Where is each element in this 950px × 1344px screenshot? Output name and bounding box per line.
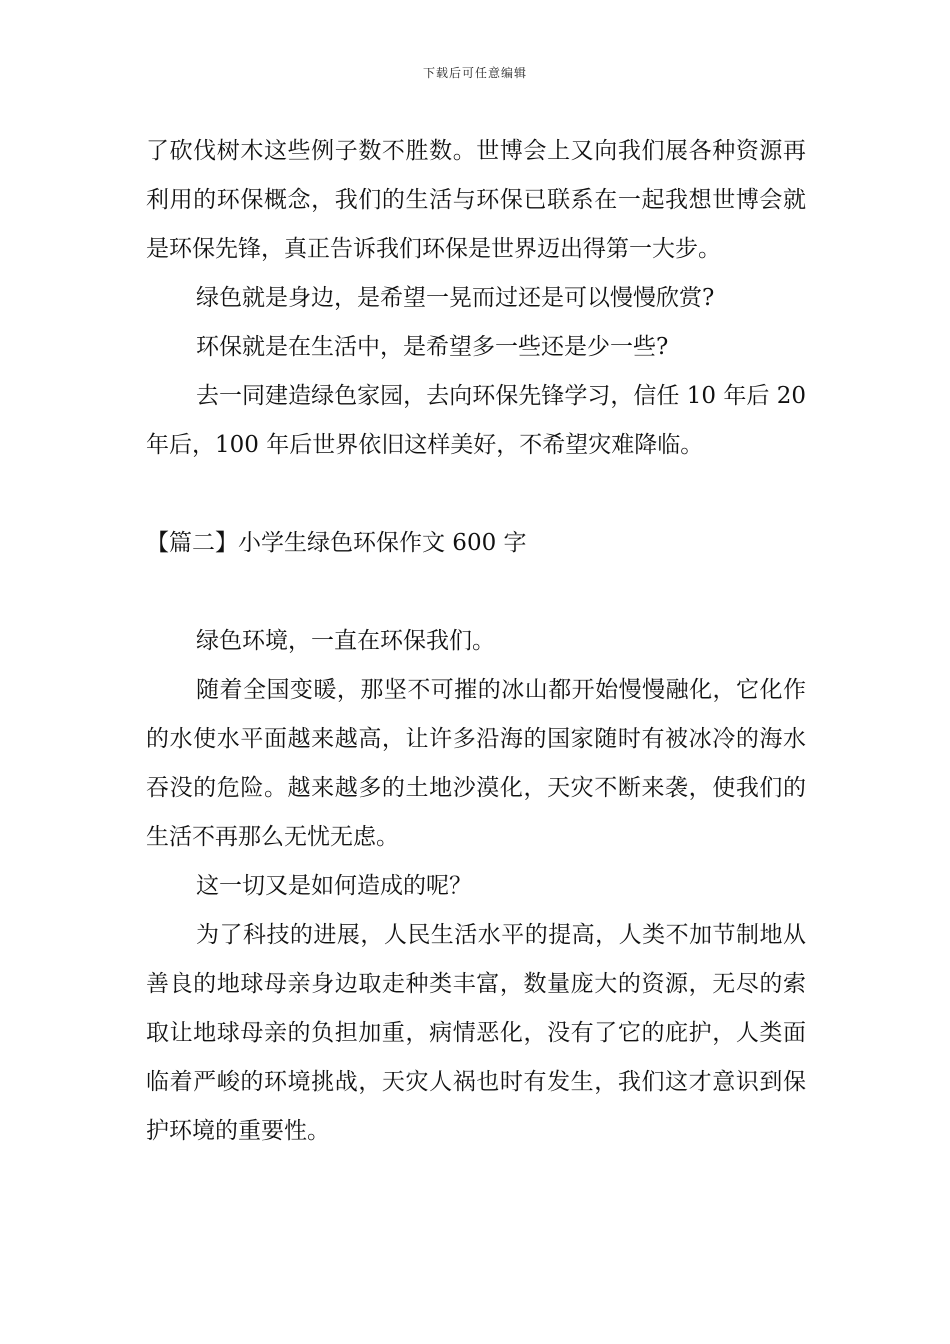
paragraph-warming: 随着全国变暖，那坚不可摧的冰山都开始慢慢融化，它化作的水使水平面越来越高，让许多沿海的国家随时有被冰冷的海水吞没的危险。越来越多的土地沙漠化，天灾不断来袭，使我们的生活不再那么无忧无虑。: [146, 677, 806, 850]
paragraph-green-question: 绿色就是身边，是希望一晃而过还是可以慢慢欣赏?: [196, 285, 715, 311]
paragraph-eco-question: 环保就是在生活中，是希望多一些还是少一些?: [196, 334, 669, 360]
section-heading: 【篇二】小学生绿色环保作文 600 字: [146, 530, 527, 556]
paragraph-resources: 为了科技的进展，人民生活水平的提高，人类不加节制地从善良的地球母亲身边取走种类丰富，数量庞大的资源，无尽的索取让地球母亲的负担加重，病情恶化，没有了它的庇护，人类面临着严峻的环境挑战，天灾人祸也时有发生，我们这才意识到保护环境的重要性。: [146, 922, 806, 1144]
paragraph-intro: 绿色环境，一直在环保我们。: [196, 628, 495, 654]
page-header: 下载后可任意编辑: [422, 66, 527, 80]
document-body: [146, 127, 806, 1156]
paragraph-continuation: 了砍伐树木这些例子数不胜数。世博会上又向我们展各种资源再利用的环保概念，我们的生活与环保已联系在一起我想世博会就是环保先锋，真正告诉我们环保是世界迈出得第一大步。: [146, 138, 806, 262]
paragraph-build-home: 去一同建造绿色家园，去向环保先锋学习，信任 10 年后 20 年后，100 年后世界依旧这样美好，不希望灾难降临。: [146, 383, 806, 458]
paragraph-cause-question: 这一切又是如何造成的呢？: [196, 873, 472, 899]
